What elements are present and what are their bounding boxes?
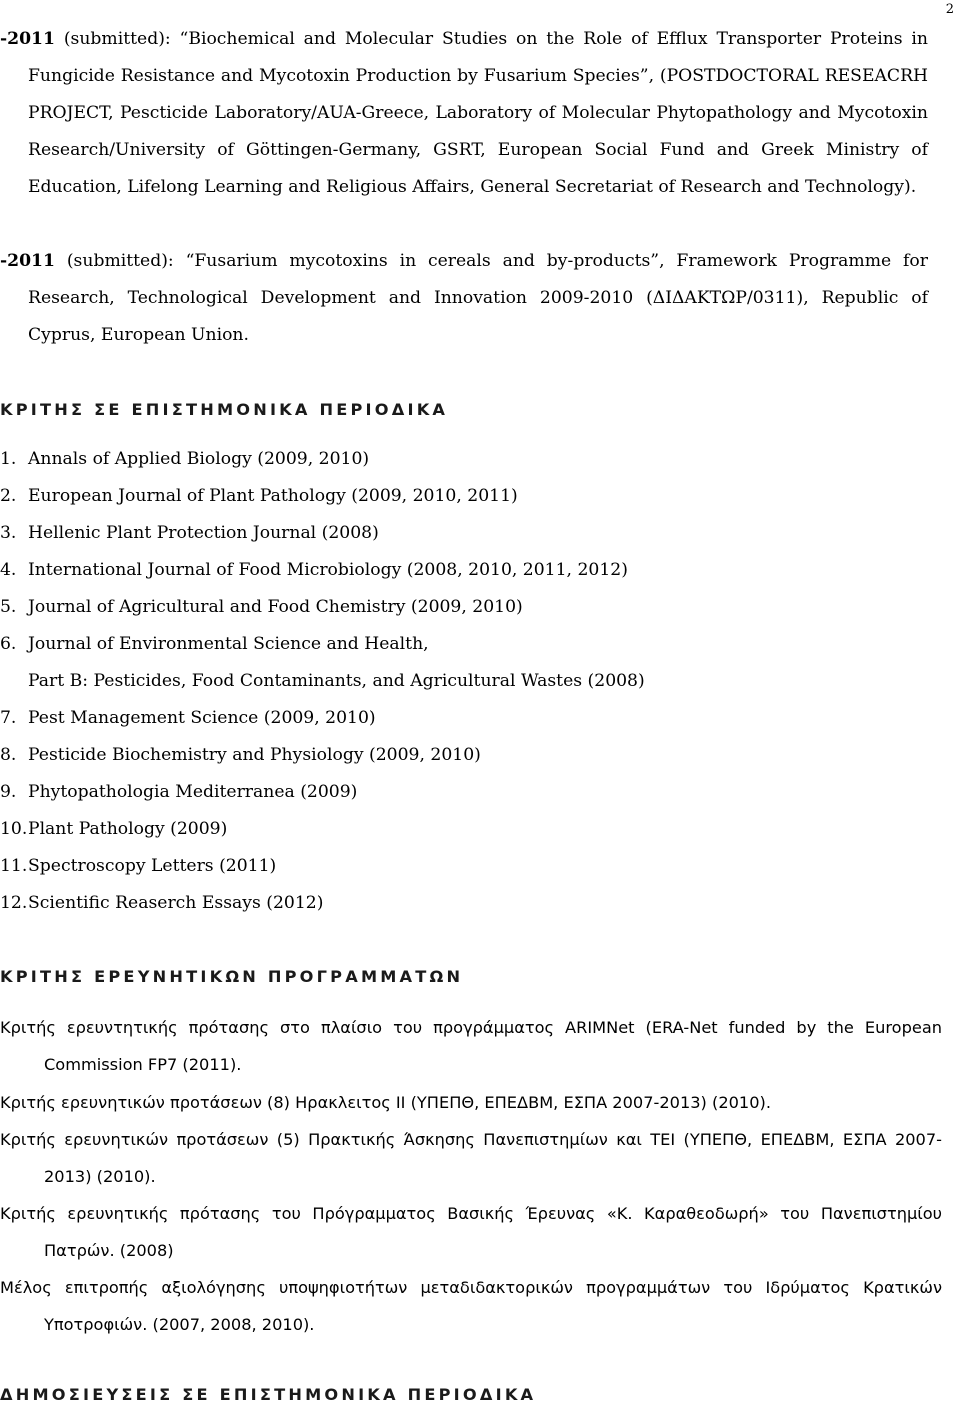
programs-heading: ΚΡΙΤΗΣ ΕΡΕΥΝΗΤΙΚΩΝ ΠΡΟΓΡΑΜΜΑΤΩΝ [0,967,464,986]
item-number: 12. [0,893,28,913]
project-lead: -2011 [0,29,55,49]
list-item [0,441,645,478]
item-number: 8. [0,745,17,765]
program-entry-4: Κριτής ερευνητικής πρότασης του Πρόγραμματος Βασικής Έρευνας «Κ. Καραθεοδωρή» του Πανεπιστημίου Πατρών. (2008) [0,1204,942,1260]
item-text: International Journal of Food Microbiology (2008, 2010, 2011, 2012) [28,560,628,580]
item-text: Spectroscopy Letters (2011) [28,856,277,876]
list-item [0,589,645,626]
project-entry-2 [0,243,928,354]
item-text: Plant Pathology (2009) [28,819,228,839]
project-entry-1 [0,21,928,206]
program-entry-2: Κριτής ερευνητικών προτάσεων (8) Ηρακλειτος ΙΙ (ΥΠΕΠΘ, ΕΠΕΔΒΜ, ΕΣΠΑ 2007-2013) (2010). [0,1093,771,1112]
item-text: Scientific Reaserch Essays (2012) [28,893,324,913]
list-item [0,552,645,589]
item-text: Phytopathologia Mediterranea (2009) [28,782,358,802]
list-item [0,515,645,552]
item-number: 11. [0,856,28,876]
list-item [0,737,645,774]
list-item-continuation [0,663,645,700]
item-number: 9. [0,782,17,802]
item-text: European Journal of Plant Pathology (2009, 2010, 2011) [28,486,518,506]
project-lead: -2011 [0,251,55,271]
item-text: Journal of Environmental Science and Health, [28,634,429,654]
list-item [0,774,645,811]
item-number: 4. [0,560,17,580]
item-number: 2. [0,486,17,506]
journals-heading: ΚΡΙΤΗΣ ΣΕ ΕΠΙΣΤΗΜΟΝΙΚΑ ΠΕΡΙΟΔΙΚΑ [0,400,449,419]
program-entry-5: Μέλος επιτροπής αξιολόγησης υποψηφιοτήτων μεταδιδακτορικών προγραμμάτων του Ιδρύματος Κρατικών Υποτροφιών. (2007, 2008, 2010). [0,1278,942,1334]
item-number: 3. [0,523,17,543]
program-entry-3: Κριτής ερευνητικών προτάσεων (5) Πρακτικής Άσκησης Πανεπιστημίων και ΤΕΙ (ΥΠΕΠΘ, ΕΠΕΔΒΜ, ΕΣΠΑ 2007-2013) (2010). [0,1130,942,1186]
list-item [0,700,645,737]
item-text: Journal of Agricultural and Food Chemistry (2009, 2010) [28,597,523,617]
item-text: Hellenic Plant Protection Journal (2008) [28,523,379,543]
item-number: 7. [0,708,17,728]
page-number: 2 [945,2,954,17]
item-text: Pest Management Science (2009, 2010) [28,708,376,728]
item-number: 10. [0,819,28,839]
list-item [0,626,645,663]
list-item [0,885,645,922]
item-number: 5. [0,597,17,617]
program-entry-1: Κριτής ερευντητικής πρότασης στο πλαίσιο του προγράμματος ARIMNet (ERA-Net funded by the European Commission FP7 (2011). [0,1018,942,1074]
list-item [0,478,645,515]
list-item [0,848,645,885]
item-number: 6. [0,634,17,654]
publications-heading: ΔΗΜΟΣΙΕΥΣΕΙΣ ΣΕ ΕΠΙΣΤΗΜΟΝΙΚΑ ΠΕΡΙΟΔΙΚΑ [0,1385,537,1404]
item-text: Annals of Applied Biology (2009, 2010) [28,449,370,469]
item-number: 1. [0,449,17,469]
item-text: Pesticide Biochemistry and Physiology (2009, 2010) [28,745,481,765]
journals-list [0,441,645,922]
project-text: (submitted): “Fusarium mycotoxins in cereals and by-products”, Framework Programme for Research, Technological Development and Innovation 2009-2010 (ΔΙΔΑΚΤΩΡ/0311), Republic of Cyprus, European Union. [28,251,928,345]
item-text: Part B: Pesticides, Food Contaminants, and Agricultural Wastes (2008) [28,671,645,691]
list-item [0,811,645,848]
project-text: (submitted): “Biochemical and Molecular Studies on the Role of Efflux Transporter Proteins in Fungicide Resistance and Mycotoxin Production by Fusarium Species”, (POSTDOCTORAL RESEACRH PROJECT, Pescticide Laboratory/AUA-Greece, Laboratory of Molecular Phytopathology and Mycotoxin Research/University of Göttingen-Germany, GSRT, European Social Fund and Greek Ministry of Education, Lifelong Learning and Religious Affairs, General Secretariat of Research and Technology). [28,29,928,197]
